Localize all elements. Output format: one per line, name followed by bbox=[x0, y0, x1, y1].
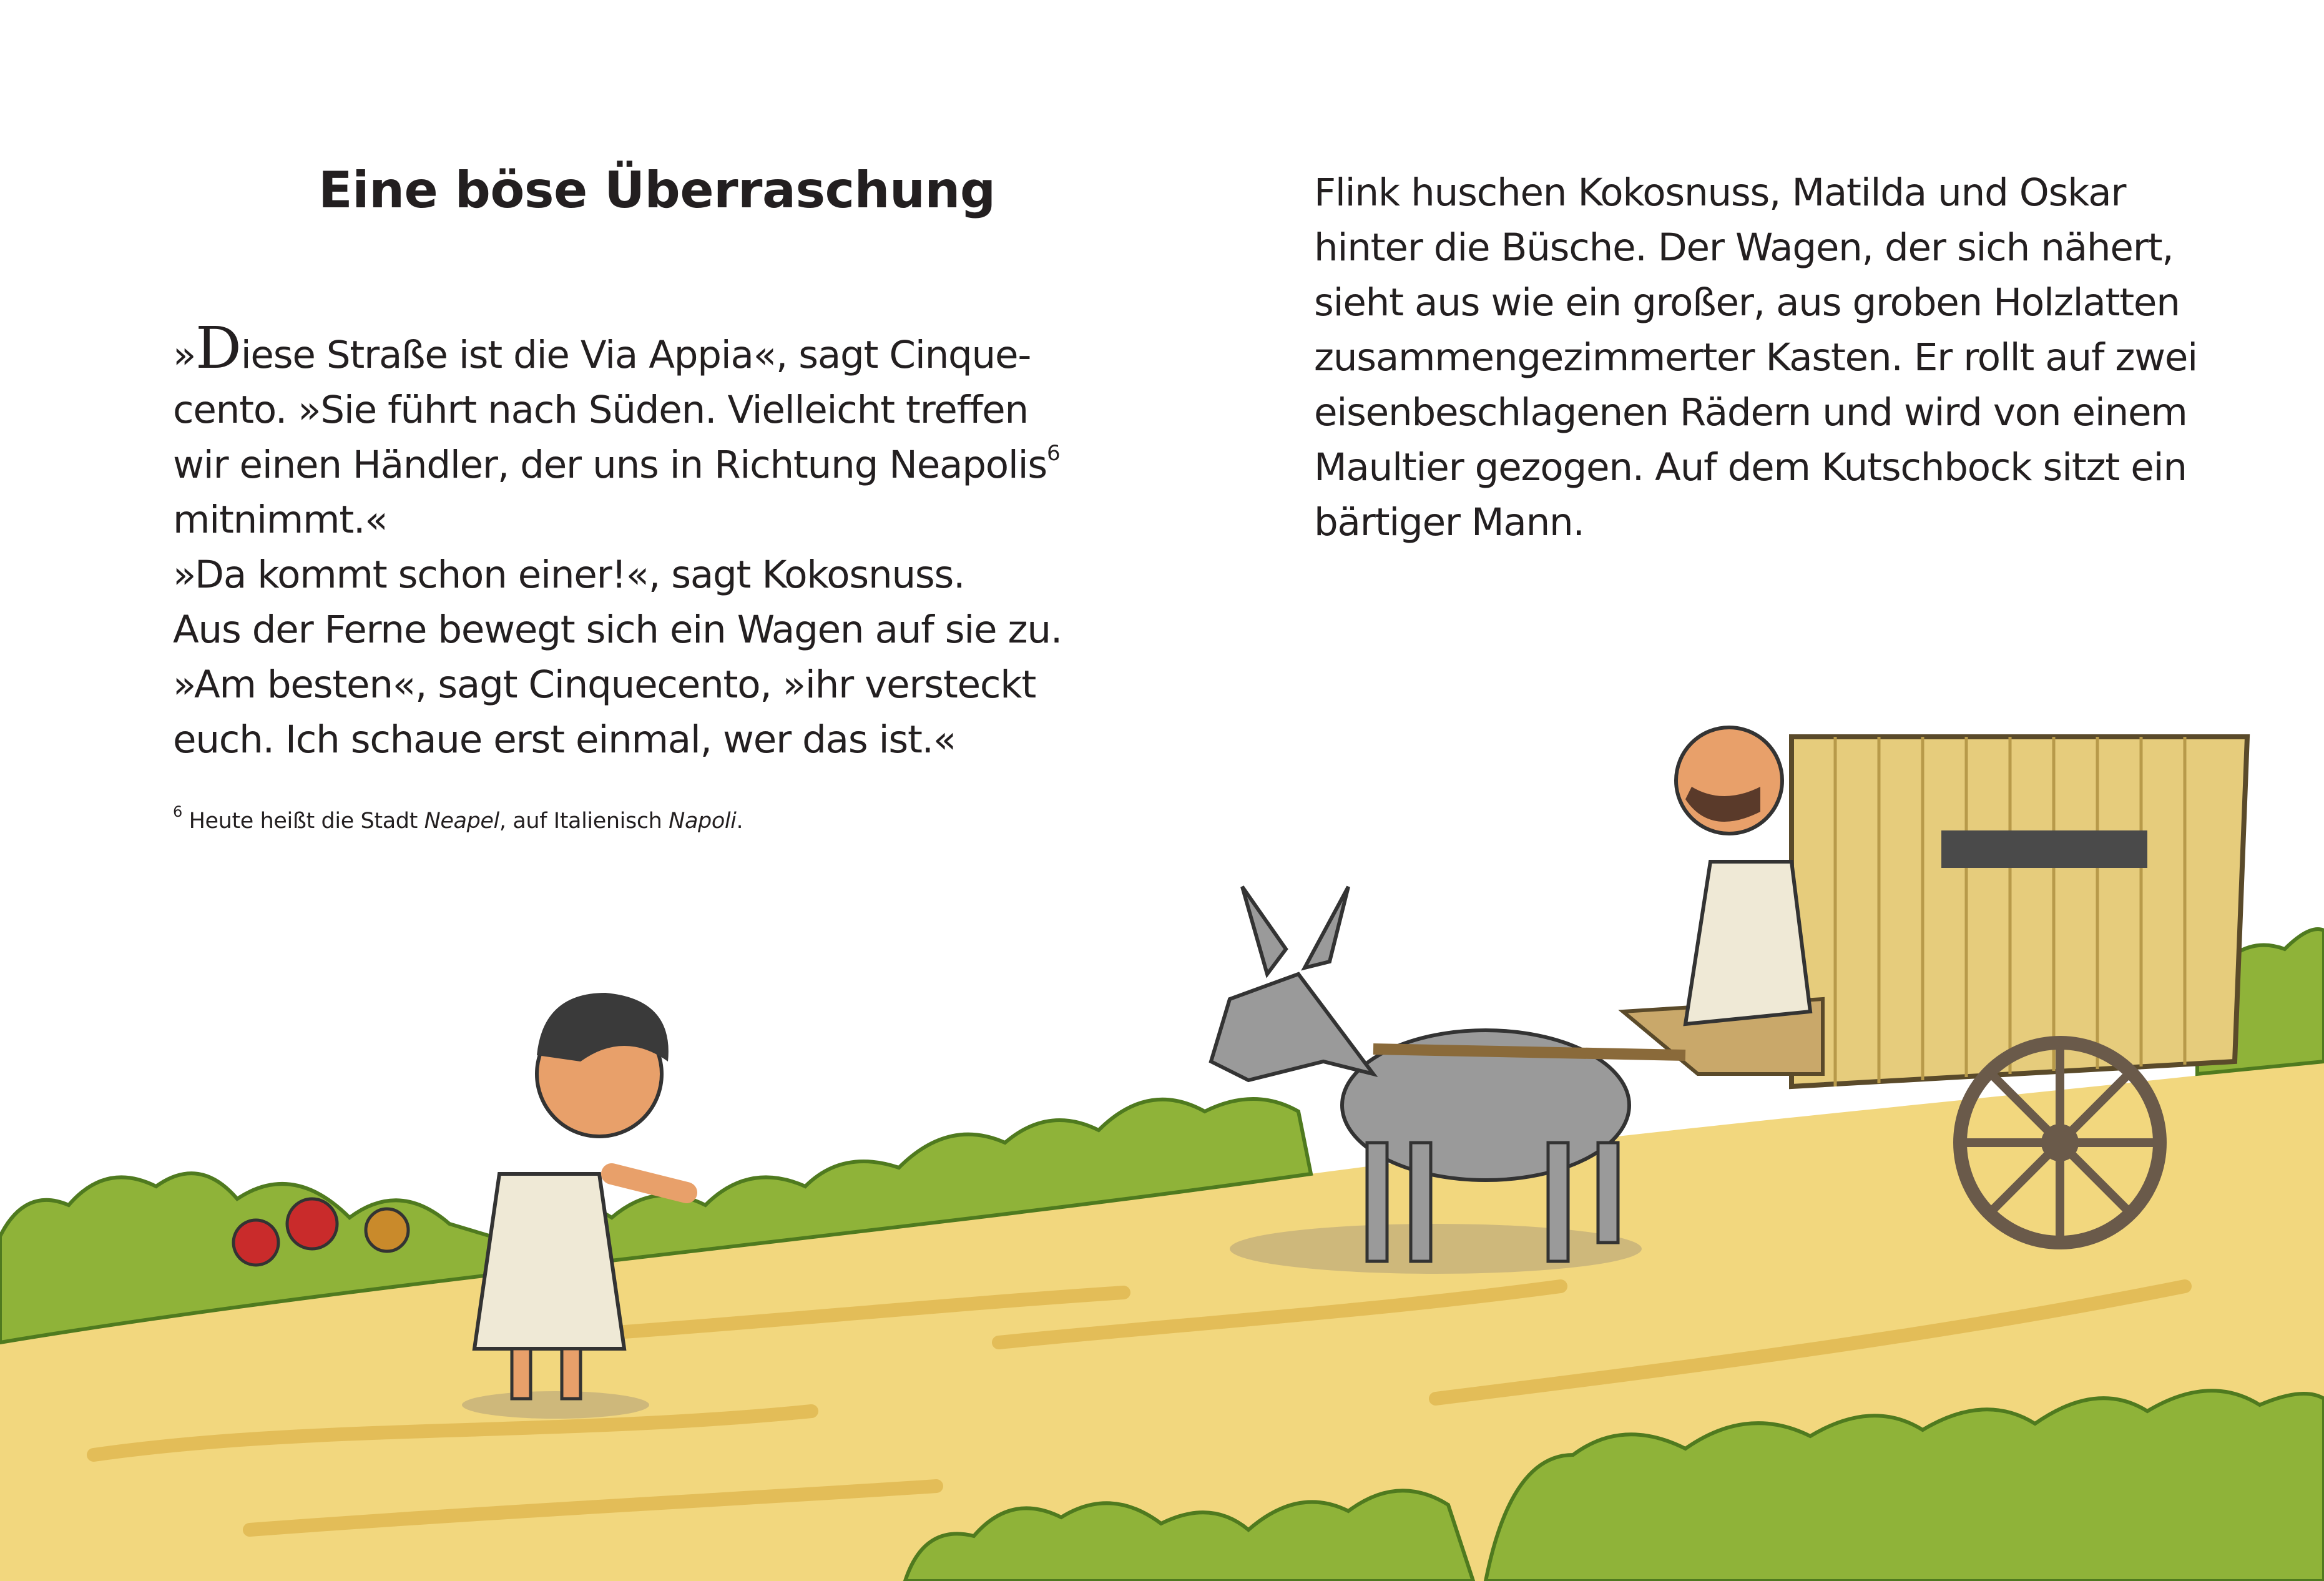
text-line: »Am besten«, sagt Cinquecento, »ihr versteckt bbox=[173, 662, 1036, 707]
text-line bbox=[173, 315, 1059, 383]
text-line bbox=[173, 438, 1059, 493]
footnote-text: , auf Italienisch bbox=[499, 809, 669, 834]
text-line: euch. Ich schaue erst einmal, wer das ist.« bbox=[173, 717, 956, 762]
footnote-marker: 6 bbox=[173, 803, 182, 820]
text-line: Flink huschen Kokosnuss, Matilda und Oskar bbox=[1314, 170, 2126, 215]
chapter-title: Eine böse Überraschung bbox=[318, 161, 996, 219]
text-line: Aus der Ferne bewegt sich ein Wagen auf sie zu. bbox=[173, 608, 1062, 652]
text-line: hinter die Büsche. Der Wagen, der sich nähert, bbox=[1314, 225, 2174, 270]
footnote-city-italian: Napoli bbox=[669, 809, 737, 834]
text-line: sieht aus wie ein großer, aus groben Holzlatten bbox=[1314, 280, 2180, 325]
footnote-city-german: Neapel bbox=[424, 809, 499, 834]
footnote-text: Heute heißt die Stadt bbox=[189, 809, 424, 834]
text-line-content: iese Straße ist die Via Appia«, sagt Cinque- bbox=[240, 333, 1031, 377]
footnote bbox=[173, 803, 743, 834]
left-body-text bbox=[173, 315, 1062, 767]
text-line: mitnimmt.« bbox=[173, 498, 388, 542]
text-line-content: wir einen Händler, der uns in Richtung Neapolis bbox=[173, 443, 1047, 487]
drop-cap: D bbox=[195, 315, 241, 382]
opening-quote: » bbox=[173, 333, 196, 377]
text-line: Maultier gezogen. Auf dem Kutschbock sitzt ein bbox=[1314, 445, 2187, 490]
text-line: »Da kommt schon einer!«, sagt Kokosnuss. bbox=[173, 553, 965, 597]
text-line: eisenbeschlagenen Rädern und wird von einem bbox=[1314, 390, 2187, 435]
text-line: cento. »Sie führt nach Süden. Vielleicht treffen bbox=[173, 388, 1028, 432]
right-body-text bbox=[1314, 165, 2263, 550]
footnote-text: . bbox=[736, 809, 743, 834]
footnote-reference: 6 bbox=[1046, 441, 1060, 466]
text-line: zusammengezimmerter Kasten. Er rollt auf zwei bbox=[1314, 335, 2198, 380]
text-line: bärtiger Mann. bbox=[1314, 500, 1584, 544]
